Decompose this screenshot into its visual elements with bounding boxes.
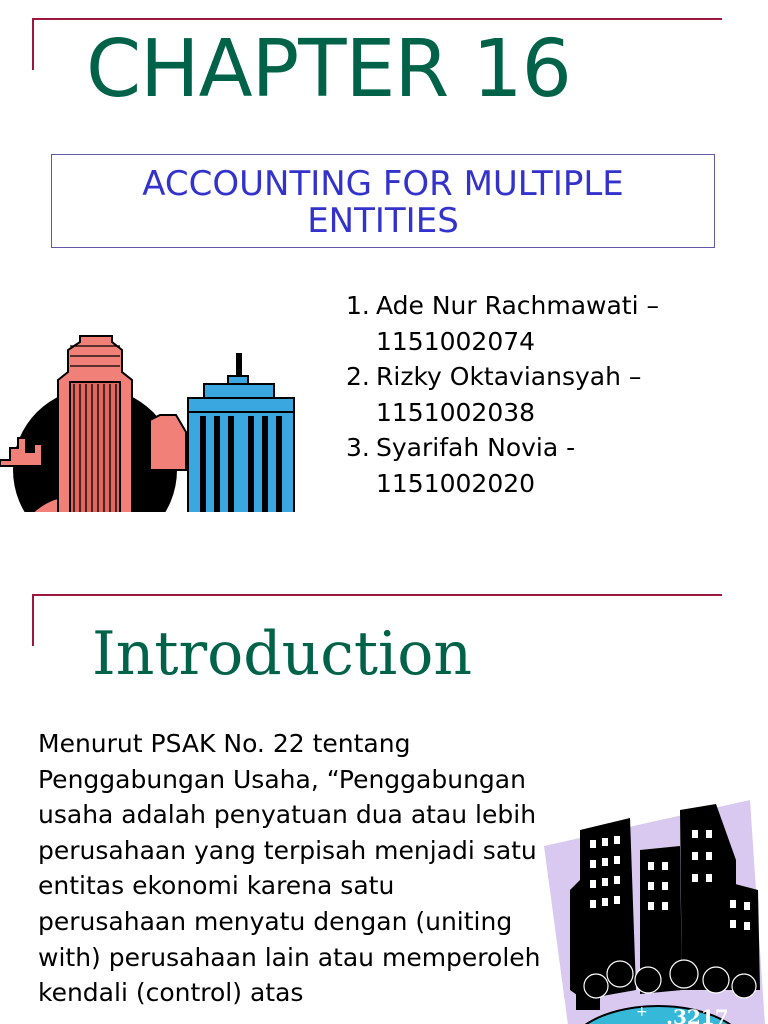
author-number: 2. [346,362,370,391]
author-item [346,359,746,430]
author-name: Rizky Oktaviansyah – [376,362,642,391]
globe-number: .3217 [666,1005,729,1024]
introduction-body: Menurut PSAK No. 22 tentang Penggabungan Usaha, “Penggabungan usaha adalah penyatuan dua atau lebih perusahaan yang terpisah menjadi satu entitas ekonomi karena satu perusahaan menyatu dengan (uniting with) perusahaan lain atau memperoleh kendali (control) atas [38,729,541,1008]
subtitle-line-2: ENTITIES [307,201,459,241]
author-name: Ade Nur Rachmawati – [376,291,659,320]
chapter-title: CHAPTER 16 [86,23,571,115]
slide-frame-left-line [32,594,34,646]
author-name: Syarifah Novia - [376,433,576,462]
author-id: 1151002074 [376,326,536,356]
subtitle-line-1: ACCOUNTING FOR MULTIPLE [142,164,624,204]
author-id: 1151002020 [376,468,536,498]
subtitle-box [51,154,715,248]
city-buildings-icon [0,320,330,512]
plus-icon: + [636,1004,648,1020]
author-id: 1151002038 [376,397,536,427]
slide-introduction [0,590,768,1024]
introduction-title: Introduction [92,619,472,689]
slide-frame-left-line [32,18,34,70]
author-number: 3. [346,433,370,462]
slide-frame-top-line [32,594,722,596]
author-list [346,288,746,501]
author-number: 1. [346,291,370,320]
globe-city-icon [540,790,768,1024]
author-item [346,288,746,359]
slide-frame-top-line [32,18,722,20]
author-item [346,430,746,501]
